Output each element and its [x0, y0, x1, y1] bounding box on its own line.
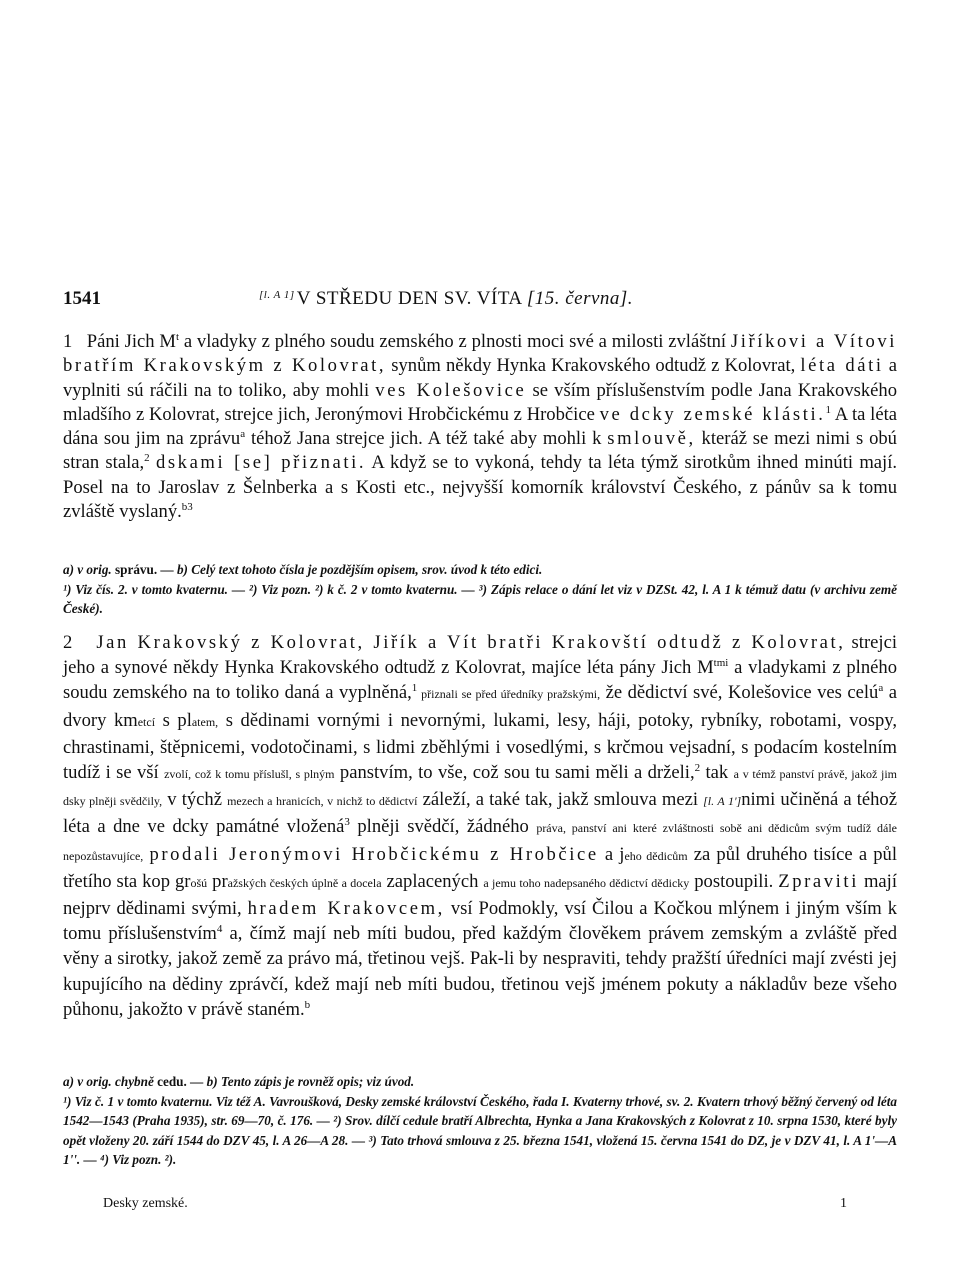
folio-reference: [l. A 1'] [703, 794, 742, 809]
footnotes-2 [63, 1072, 897, 1170]
footnote-line [63, 1072, 897, 1092]
spaced-text: ves Kolešovice [375, 379, 527, 401]
entry-text: A ta léta dána sou jim na zprávu [63, 403, 897, 450]
spaced-text: hradem Krakovcem, [247, 898, 445, 920]
spaced-text: Jiříkovi a Vítovi bratřím Krakovským z Kolovrat, [63, 331, 898, 377]
entry-text: postoupili. [689, 870, 779, 892]
footnote-line: ¹) Viz č. 1 v tomto kvaternu. Viz též A. Vavroušková, Desky zemské království Českého, řada I. Kvaterny trhové, sv. 2. Kvatern trhový běžný červený od léta 1542—1543 (Praha 1935), str. 69—70, č. 176. — ²) Srov. dílčí cedule bratří Albrechta, Hynka a Jana Krakovských z Kolovrat z 10. srpna 1530, které byly opět vloženy 20. září 1544 do DZV 45, l. A 26—A 28. — ³) Tato trhová smlouva z 25. března 1541, vložená 15. června 1541 do DZ, je v DZV 41, l. A 1'—A 1''. — ⁴) Viz pozn. ²). [63, 1093, 897, 1168]
folio-reference: [l. A 1] [259, 289, 295, 301]
footnote-text: — b) Tento zápis je rovněž opis; viz úvod. [186, 1074, 415, 1089]
spaced-text: dskami [se] přiznati. [155, 452, 367, 474]
entry-text: a vladyky z plného soudu zemského z plnosti moci své a milosti zvláštní [179, 331, 731, 352]
entry-text: záleží, a také tak, jakž smlouva mezi [417, 789, 704, 811]
entry-1 [63, 330, 897, 524]
footnote-line: ¹) Viz čís. 2. v tomto kvaternu. — ²) Viz pozn. ²) k č. 2 v tomto kvaternu. — ³) Zápis relace o dání let viz v DZSt. 42, l. A 1 k témuž datu (v archivu země České). [63, 581, 897, 617]
small-text: mezech a hranicích, v nichž to dědictví [227, 794, 418, 809]
entry-text: a dvory km [63, 682, 897, 731]
entry-text: vsí Podmokly, vsí Čilou a Kočkou mlýnem i jiným vším k tomu příslušenstvím [63, 898, 898, 945]
superscript: t [175, 330, 180, 343]
spaced-text: léta dáti [800, 355, 884, 377]
small-text: eho dědicům [624, 848, 688, 863]
entry-text: a vladykami z plného soudu zemského na to toliko daná a vyplněná, [63, 657, 897, 704]
spaced-text: ve dcky zemské klásti. [599, 403, 826, 425]
footnote-line [63, 560, 897, 580]
footnote-marker: 2 [144, 452, 150, 465]
footnote-text: správu. [115, 562, 158, 577]
entry-text: A když se to vykoná, tehdy ta léta týmž sirotkům ihned minúti mají. Posel na to Jaroslav z Šelnberka a s Kosti etc., nejvyšší komorník království Českého, z pánův sa k tomu zvláště vyslaný. [63, 452, 898, 523]
small-text: a jemu toho nadepsaného dědictví dědicky [483, 875, 690, 890]
entry-number: 2 [63, 632, 73, 653]
footnote-marker: 3 [344, 816, 350, 829]
entry-number: 1 [63, 331, 73, 352]
entry-text: že dědictví své, Kolešovice ves celú [600, 682, 879, 704]
spaced-text: smlouvě, [607, 428, 696, 450]
spaced-text: Zpraviti [778, 870, 859, 892]
footnote-text: cedu. [157, 1074, 187, 1089]
footnote-marker: 4 [216, 923, 223, 936]
entry-text: a j [598, 843, 625, 865]
entry-text: téhož Jana strejce jich. A též také aby mohli k [245, 428, 608, 450]
title-date: [15. června]. [526, 288, 634, 309]
small-text: ošú [190, 875, 208, 890]
spaced-text: prodali Jeronýmovi Hrobčickému z Hrobčice [149, 843, 599, 865]
page-number: 1 [840, 1196, 847, 1211]
small-text: přiznali se před úředníky pražskými, [417, 687, 601, 702]
title-text: V STŘEDU DEN SV. VÍTA [296, 288, 522, 309]
footnote-marker: a [240, 428, 246, 440]
entry-text: panstvím, to vše, což sou tu sami měli a drželi, [334, 762, 695, 784]
entry-text: tak [700, 762, 734, 784]
year: 1541 [63, 288, 101, 309]
small-text: etcí [137, 714, 156, 729]
entry-text: synům někdy Hynka Krakovského odtudž z Kolovrat, [386, 355, 801, 377]
footnote-marker: 1 [825, 403, 832, 416]
footnote-marker: a [878, 682, 884, 695]
footnote-marker: b [304, 998, 311, 1011]
entry-text: plněji svědčí, žádného [349, 816, 537, 838]
footer-source: Desky zemské. [103, 1196, 188, 1211]
entry-text: mají nejprv dědinami svými, [63, 870, 897, 920]
entry-text: strejci jeho a synové někdy Hynka Krakovského odtudž z Kolovrat, majíce léta pány Jich M [63, 632, 897, 679]
entry-text: se vším příslušenstvím podle Jana Krakovského mladšího z Kolovrat, strejce jich, Jeronýmovi Hrobčickému z Hrobčice [63, 379, 897, 425]
entry-text: kteráž se mezi nimi s obú stran stala, [63, 428, 897, 474]
superscript: tmi [713, 657, 729, 670]
entry-text: Páni Jich M [86, 331, 176, 352]
entry-text: nimi učiněná a téhož léta a dne ve dcky památné vložená [63, 789, 897, 838]
entry-title [259, 288, 633, 310]
small-text: práva, panství ani které zvláštnosti sobě ani dědicům svým tudíž dále nepozůstavujíce, [63, 821, 897, 863]
small-text: a v témž panství právě, jakož jim dsky plněji svědčily, [63, 767, 898, 809]
footnote-text: a) v orig. [63, 562, 116, 577]
footnote-marker: 1 [411, 682, 418, 695]
footnote-marker: 2 [694, 761, 701, 774]
small-text: atem, [191, 714, 219, 729]
footnote-marker: b3 [181, 500, 193, 513]
entry-header [63, 288, 897, 312]
entry-text: s pl [155, 709, 192, 731]
entry-text: a, čímž mají neb míti budou, před každým člověkem právem zemským a zvláště před věny a sirotky, jakož země za právo má, třetinou vejš. Pak-li by nespraviti, tehdy pražští úředníci mají zvésti jej kupujícího na dědiny zprávčí, kdež mají neb míti budou, třetinou vejš jménem pokuty a nákladův beze všeho půhonu, jakožto v právě staném. [63, 923, 897, 1020]
entry-text: za půl druhého tisíce a půl třetího sta kop gr [63, 843, 897, 892]
entry-text: pr [207, 870, 228, 892]
entry-text: a vyplniti sú ráčili na to toliko, aby mohli [63, 355, 897, 401]
footnotes-1 [63, 560, 897, 619]
entry-text: zaplacených [381, 870, 484, 892]
small-text: zvolí, což k tomu příslušl, s plným [164, 767, 335, 782]
footnote-text: a) v orig. chybně [63, 1074, 158, 1089]
small-text: ažských českých úplně a docela [227, 875, 382, 890]
entry-text: v týchž [162, 789, 228, 811]
entry-text: s dědinami vornými i nevornými, lukami, lesy, háji, potoky, rybníky, robotami, vospy, chrastinami, štěpnicemi, vodotočinami, s lidmi zběhlými i vosedlými, s krčmou vejsadní, s podacím kostelním tudíž i se vší [63, 709, 897, 784]
entry-2 [63, 630, 897, 1022]
spaced-text: Jan Krakovský z Kolovrat, Jiřík a Vít bratři Krakovští odtudž z Kolovrat, [96, 632, 846, 653]
footnote-text: — b) Celý text tohoto čísla je pozdějším opisem, srov. úvod k této edici. [157, 562, 543, 577]
page-footer [63, 1196, 897, 1216]
